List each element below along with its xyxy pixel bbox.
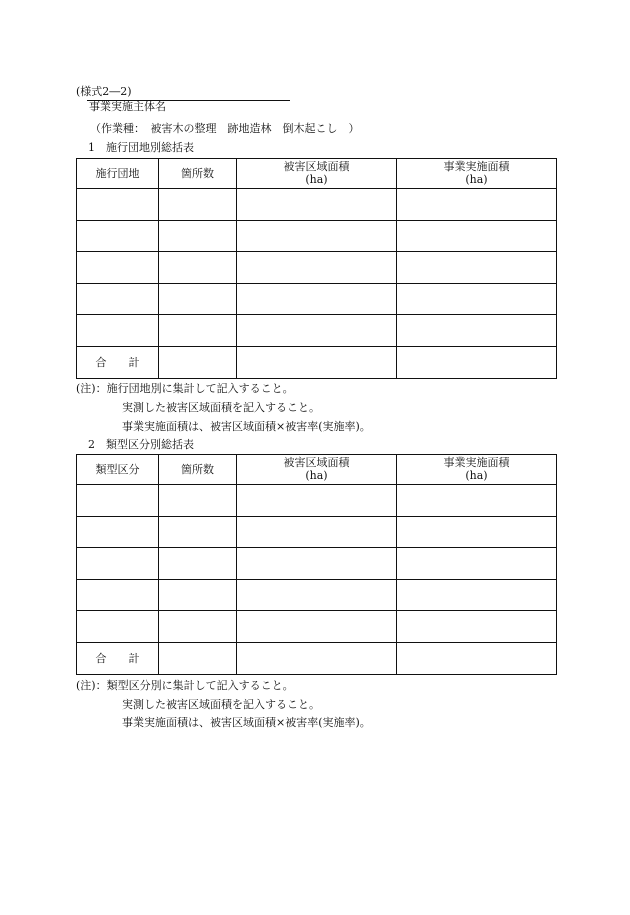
table-cell[interactable] [159, 346, 237, 378]
table-cell[interactable] [397, 642, 557, 674]
entity-name-line [87, 100, 290, 101]
header-col-3-unit: (ha) [305, 468, 328, 482]
table-cell[interactable] [237, 579, 397, 611]
header-col-4 [397, 159, 557, 189]
table-cell[interactable] [237, 252, 397, 284]
table-cell[interactable] [77, 315, 159, 347]
table-cell[interactable] [397, 189, 557, 221]
total-label: 合 計 [77, 642, 159, 674]
table-row [77, 611, 557, 643]
table-row [77, 516, 557, 548]
table-cell[interactable] [77, 189, 159, 221]
table-cell[interactable] [237, 220, 397, 252]
table-cell[interactable] [397, 516, 557, 548]
header-col-3-label: 被害区域面積 [283, 455, 350, 469]
total-label: 合 計 [77, 346, 159, 378]
section2-note-2: 実測した被害区域面積を記入すること。 [122, 698, 320, 711]
header-col-4 [397, 455, 557, 485]
table-cell[interactable] [237, 642, 397, 674]
header-col-4-label: 事業実施面積 [443, 159, 510, 173]
table-cell[interactable] [77, 611, 159, 643]
table-cell[interactable] [159, 485, 237, 517]
section2-note-1: (注)：類型区分別に集計して記入すること。 [76, 679, 294, 692]
section1-title: 1 施行団地別総括表 [88, 141, 194, 154]
table-cell[interactable] [397, 252, 557, 284]
header-col-3-label: 被害区域面積 [283, 159, 350, 173]
table-row [77, 252, 557, 284]
table-cell[interactable] [77, 516, 159, 548]
table-cell[interactable] [159, 315, 237, 347]
table-cell[interactable] [237, 611, 397, 643]
total-row [77, 642, 557, 674]
entity-label: 事業実施主体名 [89, 100, 166, 113]
table-cell[interactable] [159, 252, 237, 284]
header-col-4-label: 事業実施面積 [443, 455, 510, 469]
table-cell[interactable] [159, 642, 237, 674]
table-row [77, 315, 557, 347]
header-col-4-unit: (ha) [465, 172, 488, 186]
section1-table [76, 158, 557, 379]
table-cell[interactable] [397, 315, 557, 347]
table-row [77, 579, 557, 611]
table-cell[interactable] [159, 220, 237, 252]
header-col-3-unit: (ha) [305, 172, 328, 186]
table-cell[interactable] [159, 579, 237, 611]
table-cell[interactable] [159, 516, 237, 548]
table-cell[interactable] [397, 346, 557, 378]
work-type: （作業種： 被害木の整理 跡地造林 倒木起こし ） [90, 122, 360, 135]
table-row [77, 548, 557, 580]
table-cell[interactable] [397, 485, 557, 517]
table-cell[interactable] [77, 485, 159, 517]
table-cell[interactable] [397, 579, 557, 611]
table-cell[interactable] [77, 579, 159, 611]
table-cell[interactable] [237, 283, 397, 315]
table-row [77, 220, 557, 252]
table-cell[interactable] [77, 283, 159, 315]
header-col-1: 施行団地 [77, 159, 159, 189]
table-row [77, 189, 557, 221]
table-cell[interactable] [397, 611, 557, 643]
header-col-3 [237, 455, 397, 485]
section1-note-1: (注)：施行団地別に集計して記入すること。 [76, 382, 294, 395]
table-cell[interactable] [77, 548, 159, 580]
form-id: (様式2―2) [76, 85, 132, 98]
table-cell[interactable] [237, 516, 397, 548]
table-header-row [77, 455, 557, 485]
table-cell[interactable] [77, 252, 159, 284]
header-col-1: 類型区分 [77, 455, 159, 485]
header-col-3 [237, 159, 397, 189]
table-row [77, 485, 557, 517]
table-cell[interactable] [397, 220, 557, 252]
table-cell[interactable] [237, 548, 397, 580]
section1-note-3: 事業実施面積は、被害区域面積×被害率(実施率)。 [122, 420, 371, 433]
total-row [77, 346, 557, 378]
table-cell[interactable] [159, 611, 237, 643]
section2-title: 2 類型区分別総括表 [88, 438, 194, 451]
section2-table [76, 454, 557, 675]
table-cell[interactable] [159, 189, 237, 221]
table-cell[interactable] [397, 548, 557, 580]
table-cell[interactable] [397, 283, 557, 315]
table-cell[interactable] [159, 283, 237, 315]
table-cell[interactable] [77, 220, 159, 252]
table-cell[interactable] [237, 189, 397, 221]
section1-note-2: 実測した被害区域面積を記入すること。 [122, 401, 320, 414]
table-cell[interactable] [237, 315, 397, 347]
section2-note-3: 事業実施面積は、被害区域面積×被害率(実施率)。 [122, 716, 371, 729]
header-col-4-unit: (ha) [465, 468, 488, 482]
table-cell[interactable] [159, 548, 237, 580]
header-col-2: 箇所数 [159, 455, 237, 485]
table-header-row [77, 159, 557, 189]
table-cell[interactable] [237, 346, 397, 378]
header-col-2: 箇所数 [159, 159, 237, 189]
table-row [77, 283, 557, 315]
table-cell[interactable] [237, 485, 397, 517]
